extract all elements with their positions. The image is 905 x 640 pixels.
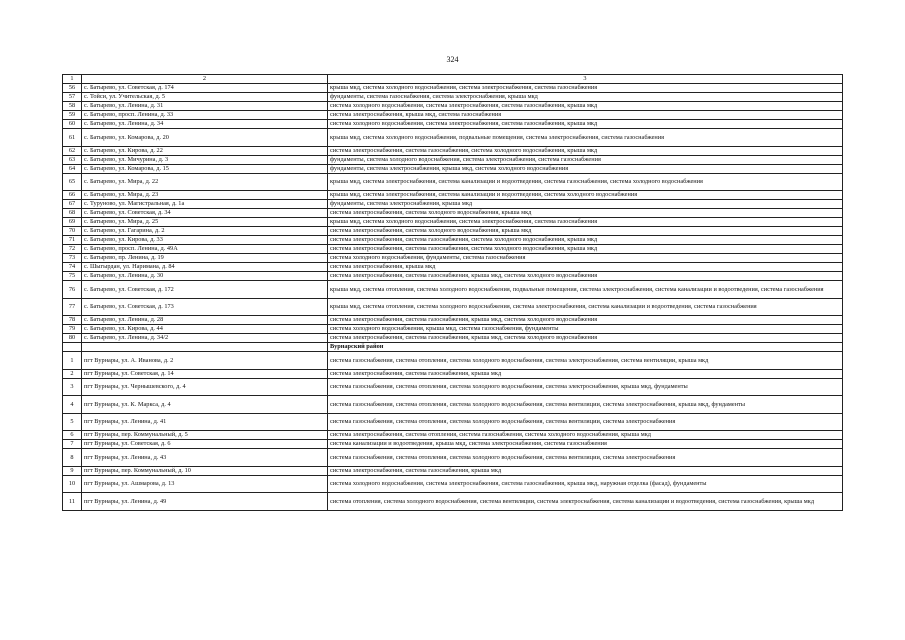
row-address: с. Батырево, ул. Ленина, д. 31 xyxy=(82,102,328,111)
row-works: фундаменты, система газоснабжения, система электроснабжения, крыша мкд xyxy=(328,93,843,102)
section-empty-cell xyxy=(63,343,82,352)
header-cell-3: 3 xyxy=(328,75,843,84)
table-row xyxy=(63,298,843,316)
table-row xyxy=(63,449,843,467)
row-number: 9 xyxy=(63,466,82,475)
row-address: с. Туруново, ул. Магистральная, д. 1а xyxy=(82,200,328,209)
row-address: с. Батырево, просп. Ленина, д. 49А xyxy=(82,245,328,254)
row-works: система электроснабжения, система газоснабжения, система холодного водоснабжения, крыша мкд xyxy=(328,236,843,245)
row-works: система электроснабжения, система газоснабжения, система холодного водоснабжения, крыша мкд xyxy=(328,245,843,254)
row-address: с. Батырево, ул. Мира, д. 23 xyxy=(82,191,328,200)
row-works: крыша мкд, система холодного водоснабжения, система электроснабжения, система газоснабжения xyxy=(328,84,843,93)
row-address: пгт Вурнары, ул. Ленина, д. 43 xyxy=(82,449,328,467)
table-body xyxy=(63,75,843,511)
row-address: пгт Вурнары, ул. Советская, д. 6 xyxy=(82,440,328,449)
row-works: система холодного водоснабжения, система электроснабжения, система газоснабжения, крыша мкд xyxy=(328,120,843,129)
row-address: с. Батырево, ул. Советская, д. 34 xyxy=(82,209,328,218)
row-number: 71 xyxy=(63,236,82,245)
row-number: 8 xyxy=(63,449,82,467)
row-works: фундаменты, система холодного водоснабжения, система электроснабжения, система газоснабжения xyxy=(328,155,843,164)
table-row xyxy=(63,272,843,281)
row-number: 69 xyxy=(63,218,82,227)
table-row xyxy=(63,84,843,93)
row-works: система электроснабжения, крыша мкд xyxy=(328,263,843,272)
row-works: система электроснабжения, система холодного водоснабжения, крыша мкд xyxy=(328,227,843,236)
row-works: система газоснабжения, система отопления, система холодного водоснабжения, система вентиляции, система электроснабжения xyxy=(328,449,843,467)
row-number: 70 xyxy=(63,227,82,236)
row-works: система электроснабжения, система газоснабжения, крыша мкд, система холодного водоснабжения xyxy=(328,272,843,281)
header-row xyxy=(63,75,843,84)
table-row xyxy=(63,369,843,378)
row-number: 78 xyxy=(63,316,82,325)
row-address: с. Батырево, ул. Комарова, д. 20 xyxy=(82,129,328,147)
row-number: 73 xyxy=(63,254,82,263)
table-row xyxy=(63,316,843,325)
row-number: 64 xyxy=(63,164,82,173)
table-row xyxy=(63,281,843,299)
table-row xyxy=(63,146,843,155)
row-address: с. Батырево, ул. Ленина, д. 28 xyxy=(82,316,328,325)
row-works: крыша мкд, система отопления, система холодного водоснабжения, система электроснабжения, система канализации и водоотведения, система газоснабжения xyxy=(328,298,843,316)
table-row xyxy=(63,173,843,191)
row-address: пгт Вурнары, ул. Ленина, д. 41 xyxy=(82,413,328,431)
row-number: 76 xyxy=(63,281,82,299)
row-number: 68 xyxy=(63,209,82,218)
table-row xyxy=(63,227,843,236)
table-row xyxy=(63,254,843,263)
table-row xyxy=(63,191,843,200)
row-number: 56 xyxy=(63,84,82,93)
row-address: пгт Вурнары, ул. А. Иванова, д. 2 xyxy=(82,352,328,370)
table-row xyxy=(63,120,843,129)
row-number: 3 xyxy=(63,378,82,396)
row-works: система электроснабжения, система газоснабжения, крыша мкд, система холодного водоснабжения xyxy=(328,334,843,343)
table-row xyxy=(63,200,843,209)
row-number: 2 xyxy=(63,369,82,378)
row-number: 11 xyxy=(63,493,82,511)
row-number: 59 xyxy=(63,111,82,120)
row-works: система газоснабжения, система отопления, система холодного водоснабжения, система электроснабжения, крыша мкд, фундаменты xyxy=(328,378,843,396)
row-works: система холодного водоснабжения, крыша мкд, система газоснабжения, фундаменты xyxy=(328,325,843,334)
row-works: система электроснабжения, система холодного водоснабжения, крыша мкд xyxy=(328,209,843,218)
table-row xyxy=(63,466,843,475)
table-row xyxy=(63,218,843,227)
row-works: система газоснабжения, система отопления, система холодного водоснабжения, система вентиляции, система электроснабжения, крыша мкд, фундаменты xyxy=(328,396,843,414)
row-address: пгт Вурнары, пер. Коммунальный, д. 5 xyxy=(82,431,328,440)
row-address: пгт Вурнары, ул. Чернышевского, д. 4 xyxy=(82,378,328,396)
table-row xyxy=(63,129,843,147)
row-number: 67 xyxy=(63,200,82,209)
row-number: 74 xyxy=(63,263,82,272)
row-address: пгт Вурнары, ул. Советская, д. 14 xyxy=(82,369,328,378)
table-row xyxy=(63,263,843,272)
row-works: система электроснабжения, крыша мкд, система газоснабжения xyxy=(328,111,843,120)
row-address: с. Батырево, ул. Ленина, д. 34/2 xyxy=(82,334,328,343)
table-row xyxy=(63,352,843,370)
table-row xyxy=(63,475,843,493)
row-address: с. Батырево, ул. Советская, д. 173 xyxy=(82,298,328,316)
table-row xyxy=(63,111,843,120)
row-works: система электроснабжения, система газоснабжения, крыша мкд, система холодного водоснабжения xyxy=(328,316,843,325)
page-number: 324 xyxy=(446,55,459,64)
table-row xyxy=(63,236,843,245)
row-number: 62 xyxy=(63,146,82,155)
table-row xyxy=(63,155,843,164)
row-number: 7 xyxy=(63,440,82,449)
table-row xyxy=(63,209,843,218)
row-number: 65 xyxy=(63,173,82,191)
header-cell-2: 2 xyxy=(82,75,328,84)
row-number: 4 xyxy=(63,396,82,414)
row-number: 79 xyxy=(63,325,82,334)
row-works: крыша мкд, система электроснабжения, система канализации и водоотведения, система газоснабжения, система холодного водоснабжения xyxy=(328,173,843,191)
row-works: фундаменты, система электроснабжения, крыша мкд xyxy=(328,200,843,209)
row-address: пгт Вурнары, ул. Ашмарова, д. 13 xyxy=(82,475,328,493)
header-cell-1: 1 xyxy=(63,75,82,84)
row-address: пгт Вурнары, ул. Ленина, д. 49 xyxy=(82,493,328,511)
row-works: система холодного водоснабжения, система электроснабжения, система газоснабжения, крыша мкд xyxy=(328,102,843,111)
row-number: 58 xyxy=(63,102,82,111)
table-row xyxy=(63,396,843,414)
row-address: с. Батырево, ул. Гагарина, д. 2 xyxy=(82,227,328,236)
row-number: 60 xyxy=(63,120,82,129)
row-address: с. Батырево, ул. Советская, д. 172 xyxy=(82,281,328,299)
row-works: система электроснабжения, система газоснабжения, крыша мкд xyxy=(328,369,843,378)
row-works: крыша мкд, система холодного водоснабжения, подвальные помещения, система электроснабжения, система газоснабжения xyxy=(328,129,843,147)
row-address: с. Батырево, ул. Ленина, д. 30 xyxy=(82,272,328,281)
row-works: система электроснабжения, система газоснабжения, крыша мкд xyxy=(328,466,843,475)
row-number: 63 xyxy=(63,155,82,164)
section-row xyxy=(63,343,843,352)
row-number: 77 xyxy=(63,298,82,316)
row-works: фундаменты, система электроснабжения, крыша мкд, система холодного водоснабжения xyxy=(328,164,843,173)
repair-table xyxy=(62,74,843,511)
table-row xyxy=(63,164,843,173)
row-address: с. Шыгырдан, ул. Наримана, д. 84 xyxy=(82,263,328,272)
row-address: пгт Вурнары, пер. Коммунальный, д. 10 xyxy=(82,466,328,475)
table-row xyxy=(63,93,843,102)
section-empty-cell xyxy=(82,343,328,352)
row-address: с. Батырево, ул. Кирова, д. 33 xyxy=(82,236,328,245)
row-number: 61 xyxy=(63,129,82,147)
section-title: Вурнарский район xyxy=(328,343,843,352)
row-works: крыша мкд, система электроснабжения, система канализации и водоотведения, система холодного водоснабжения xyxy=(328,191,843,200)
row-address: с. Батырево, ул. Мичурина, д. 3 xyxy=(82,155,328,164)
row-works: система холодного водоснабжения, система электроснабжения, система газоснабжения, крыша мкд, наружная отделка (фасад), фундаменты xyxy=(328,475,843,493)
table-row xyxy=(63,334,843,343)
row-number: 72 xyxy=(63,245,82,254)
row-address: с. Батырево, просп. Ленина, д. 33 xyxy=(82,111,328,120)
row-number: 75 xyxy=(63,272,82,281)
row-number: 66 xyxy=(63,191,82,200)
row-address: с. Батырево, ул. Кирова, д. 44 xyxy=(82,325,328,334)
row-address: с. Батырево, пр. Ленина, д. 19 xyxy=(82,254,328,263)
row-works: система электроснабжения, система отопления, система газоснабжения, система холодного водоснабжения, крыша мкд xyxy=(328,431,843,440)
table-row xyxy=(63,378,843,396)
row-address: с. Батырево, ул. Комарова, д. 15 xyxy=(82,164,328,173)
row-address: с. Батырево, ул. Кирова, д. 22 xyxy=(82,146,328,155)
row-works: крыша мкд, система холодного водоснабжения, система электроснабжения, система газоснабжения xyxy=(328,218,843,227)
row-address: с. Батырево, ул. Ленина, д. 34 xyxy=(82,120,328,129)
row-works: система газоснабжения, система отопления, система холодного водоснабжения, система вентиляции, система электроснабжения xyxy=(328,413,843,431)
row-number: 5 xyxy=(63,413,82,431)
table-row xyxy=(63,102,843,111)
table-row xyxy=(63,325,843,334)
row-address: с. Батырево, ул. Советская, д. 174 xyxy=(82,84,328,93)
table-row xyxy=(63,493,843,511)
row-works: система холодного водоснабжения, фундаменты, система газоснабжения xyxy=(328,254,843,263)
row-number: 57 xyxy=(63,93,82,102)
row-works: система газоснабжения, система отопления, система холодного водоснабжения, система электроснабжения, система вентиляции, крыша мкд xyxy=(328,352,843,370)
table-row xyxy=(63,440,843,449)
row-number: 6 xyxy=(63,431,82,440)
row-number: 10 xyxy=(63,475,82,493)
row-works: система отопления, система холодного водоснабжения, система вентиляции, система электроснабжения, система канализации и водоотведения, система газоснабжения, крыша мкд xyxy=(328,493,843,511)
row-works: крыша мкд, система отопления, система холодного водоснабжения, подвальные помещения, система электроснабжения, система канализации и водоотведения, система газоснабжения xyxy=(328,281,843,299)
table-row xyxy=(63,431,843,440)
row-works: система электроснабжения, система газоснабжения, система холодного водоснабжения, крыша мкд xyxy=(328,146,843,155)
table-row xyxy=(63,245,843,254)
row-address: с. Батырево, ул. Мира, д. 25 xyxy=(82,218,328,227)
row-address: с. Тойси, ул. Учительская, д. 5 xyxy=(82,93,328,102)
row-address: пгт Вурнары, ул. К. Маркса, д. 4 xyxy=(82,396,328,414)
row-works: система канализации и водоотведения, крыша мкд, система электроснабжения, система газоснабжения xyxy=(328,440,843,449)
row-number: 1 xyxy=(63,352,82,370)
table-row xyxy=(63,413,843,431)
row-address: с. Батырево, ул. Мира, д. 22 xyxy=(82,173,328,191)
row-number: 80 xyxy=(63,334,82,343)
